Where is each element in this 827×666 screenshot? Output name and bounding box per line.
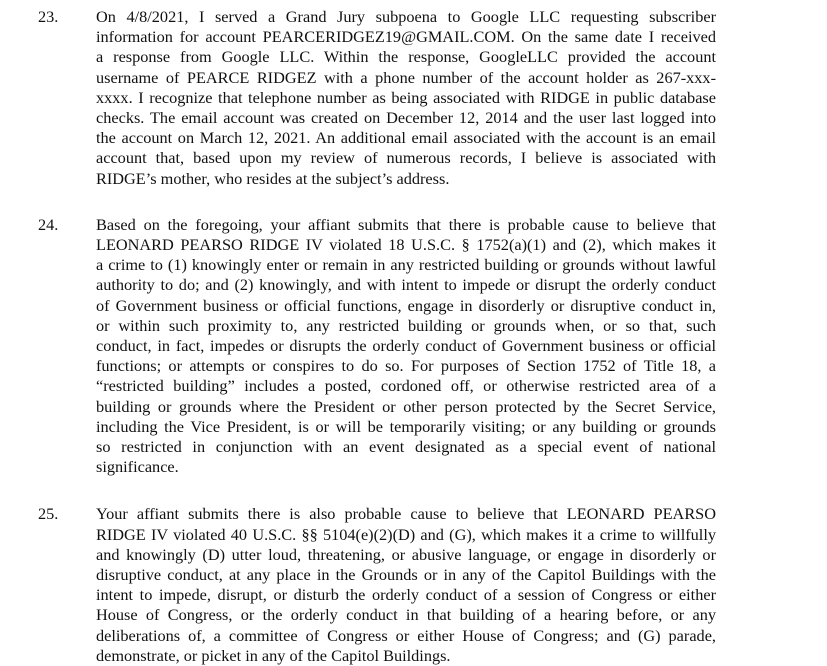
text-line: or within such proximity to, any restricted building or grounds when, or so that, such bbox=[96, 315, 716, 335]
text-line: the account on March 12, 2021. An additional email associated with the account is an email bbox=[96, 128, 716, 148]
text-line: checks. The email account was created on December 12, 2014 and the user last logged into bbox=[96, 108, 716, 128]
text-line: a crime to (1) knowingly enter or remain in any restricted building or grounds without lawful bbox=[96, 255, 716, 275]
text-line: significance. bbox=[96, 457, 179, 477]
text-line: “restricted building” includes a posted, cordoned off, or otherwise restricted area of a bbox=[96, 376, 716, 396]
paragraph-text bbox=[96, 504, 716, 666]
text-line: account that, based upon my review of numerous records, I believe is associated with bbox=[96, 148, 716, 168]
text-line: Your affiant submits there is also probable cause to believe that LEONARD PEARSO bbox=[96, 504, 716, 524]
paragraph-number: 24. bbox=[38, 214, 59, 234]
paragraph-number: 25. bbox=[38, 504, 59, 524]
text-line: demonstrate, or picket in any of the Capitol Buildings. bbox=[96, 645, 451, 665]
text-line: username of PEARCE RIDGEZ with a phone number of the account holder as 267-xxx- bbox=[96, 67, 716, 87]
paragraph-text bbox=[96, 215, 716, 478]
text-line: xxxx. I recognize that telephone number as being associated with RIDGE in public database bbox=[96, 87, 716, 107]
paragraph-number: 23. bbox=[38, 7, 59, 26]
text-line: Based on the foregoing, your affiant submits that there is probable cause to believe that bbox=[96, 214, 716, 234]
text-line: so restricted in conjunction with an event designated as a special event of national bbox=[96, 437, 716, 457]
paragraph-23 bbox=[0, 7, 827, 189]
text-line: building or grounds where the President or other person protected by the Secret Service, bbox=[96, 396, 716, 416]
text-line: information for account PEARCERIDGEZ19@GMAIL.COM. On the same date I received bbox=[96, 27, 716, 47]
text-line: RIDGE’s mother, who resides at the subject’s address. bbox=[96, 168, 450, 188]
text-line: of Government business or official functions, engage in disorderly or disruptive conduct in, bbox=[96, 295, 716, 315]
document-page bbox=[0, 7, 827, 666]
text-line: authority to do; and (2) knowingly, and with intent to impede or disrupt the orderly conduct bbox=[96, 275, 716, 295]
text-line: House of Congress, or the orderly conduct in that building of a hearing before, or any bbox=[96, 605, 716, 625]
text-line: deliberations of, a committee of Congress or either House of Congress; and (G) parade, bbox=[96, 625, 716, 645]
text-line: On 4/8/2021, I served a Grand Jury subpoena to Google LLC requesting subscriber bbox=[96, 7, 716, 26]
text-line: LEONARD PEARSO RIDGE IV violated 18 U.S.C. § 1752(a)(1) and (2), which makes it bbox=[96, 235, 716, 255]
text-line: RIDGE IV violated 40 U.S.C. §§ 5104(e)(2)(D) and (G), which makes it a crime to willfully bbox=[96, 524, 716, 544]
paragraph-24 bbox=[0, 215, 827, 478]
text-line: conduct, in fact, impedes or disrupts the orderly conduct of Government business or official bbox=[96, 336, 716, 356]
text-line: a response from Google LLC. Within the response, GoogleLLC provided the account bbox=[96, 47, 716, 67]
text-line: functions; or attempts or conspires to do so. For purposes of Section 1752 of Title 18, a bbox=[96, 356, 716, 376]
text-line: disruptive conduct, at any place in the Grounds or in any of the Capitol Buildings with the bbox=[96, 565, 716, 585]
paragraph-text bbox=[96, 7, 716, 189]
text-line: intent to impede, disrupt, or disturb the orderly conduct of a session of Congress or either bbox=[96, 585, 716, 605]
text-line: including the Vice President, is or will be temporarily visiting; or any building or grounds bbox=[96, 416, 716, 436]
paragraph-25 bbox=[0, 504, 827, 666]
text-line: and knowingly (D) utter loud, threatening, or abusive language, or engage in disorderly or bbox=[96, 544, 716, 564]
